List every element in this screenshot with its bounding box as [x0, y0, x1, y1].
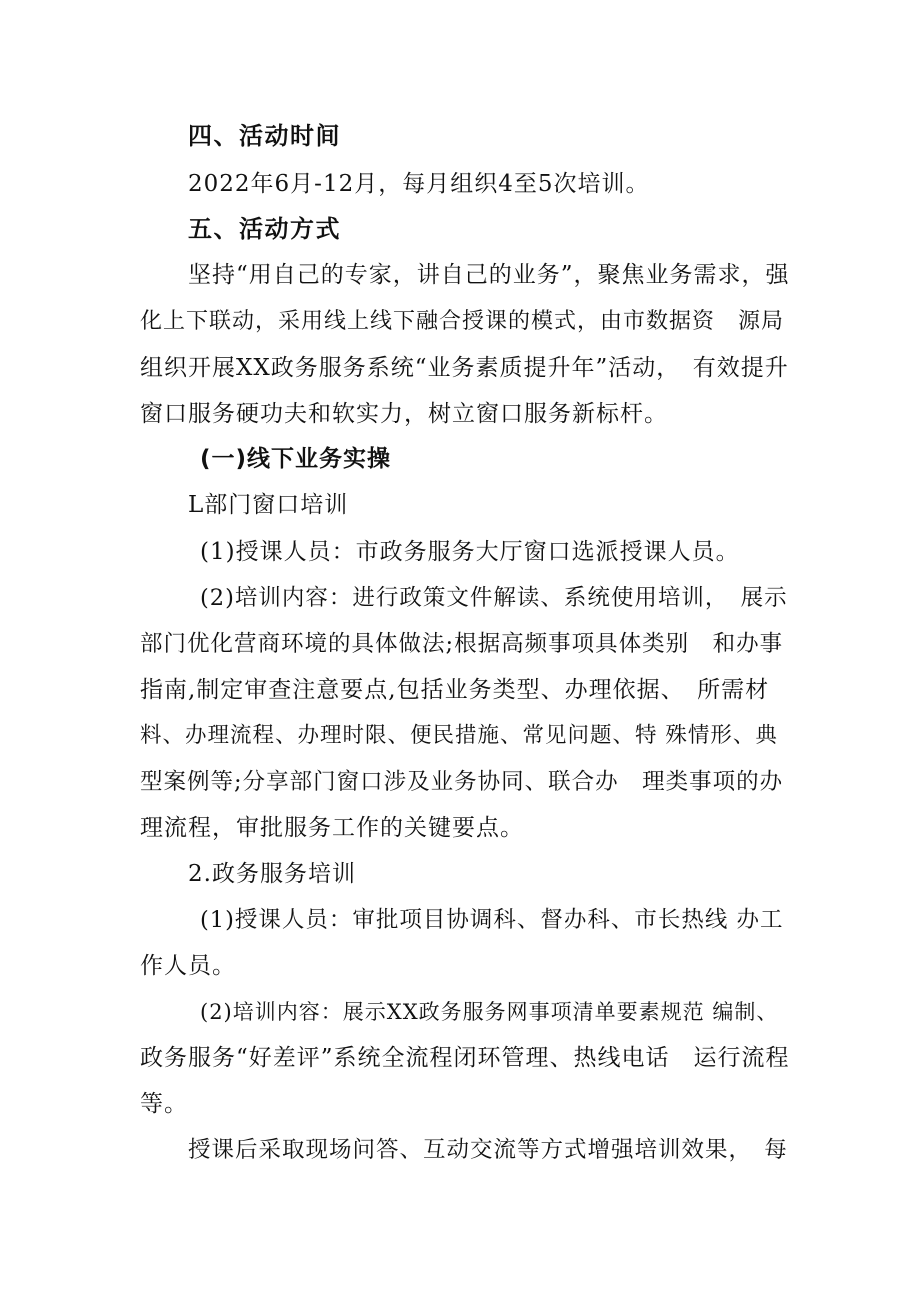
item1-title: L部门窗口培训 [188, 492, 349, 518]
item2-p1-line-2: 作人员。 [140, 953, 236, 979]
intro-line-4: 窗口服务硬功夫和软实力，树立窗口服务新标杆。 [140, 401, 668, 427]
item1-p2-line-5: 型案例等;分享部门窗口涉及业务协同、联合办 理类事项的办 [140, 769, 784, 795]
intro-line-3: 组织开展XX政务服务系统“业务素质提升年”活动， 有效提升 [140, 355, 789, 381]
item2-p2-line-3: 等。 [140, 1091, 188, 1117]
section4-body: 2022年6月-12月，每月组织4至5次培训。 [188, 171, 650, 197]
item1-p2-line-3: 指南,制定审查注意要点,包括业务类型、办理依据、 所需材 [140, 677, 770, 703]
item1-p2-line-2: 部门优化营商环境的具体做法;根据高频事项具体类别 和办事 [140, 631, 784, 657]
section4-heading: 四、活动时间 [188, 122, 341, 150]
item1-p2-line-4: 料、办理流程、办理时限、便民措施、常见问题、特 殊情形、典 [140, 723, 778, 748]
closing-line: 授课后采取现场问答、互动交流等方式增强培训效果， 每 [188, 1137, 788, 1163]
item1-p1: (1)授课人员：市政务服务大厅窗口选派授课人员。 [200, 539, 740, 565]
item2-p1-line-1: (1)授课人员：审批项目协调科、督办科、市长热线 办工 [200, 907, 784, 933]
subheading-offline: (一)线下业务实操 [200, 446, 392, 472]
intro-line-2: 化上下联动，采用线上线下融合授课的模式，由市数据资 源局 [140, 309, 785, 334]
item2-p2-line-1: (2)培训内容：展示XX政务服务网事项清单要素规范 编制、 [200, 1000, 779, 1024]
item1-p2-line-6: 理流程，审批服务工作的关键要点。 [140, 815, 524, 841]
item2-p2-line-2: 政务服务“好差评”系统全流程闭环管理、热线电话 运行流程 [140, 1045, 790, 1071]
item2-title: 2.政务服务培训 [188, 861, 356, 887]
section5-heading: 五、活动方式 [188, 215, 341, 243]
item1-p2-line-1: (2)培训内容：进行政策文件解读、系统使用培训， 展示 [200, 585, 788, 611]
intro-line-1: 坚持“用自己的专家，讲自己的业务”，聚焦业务需求，强 [188, 262, 790, 288]
